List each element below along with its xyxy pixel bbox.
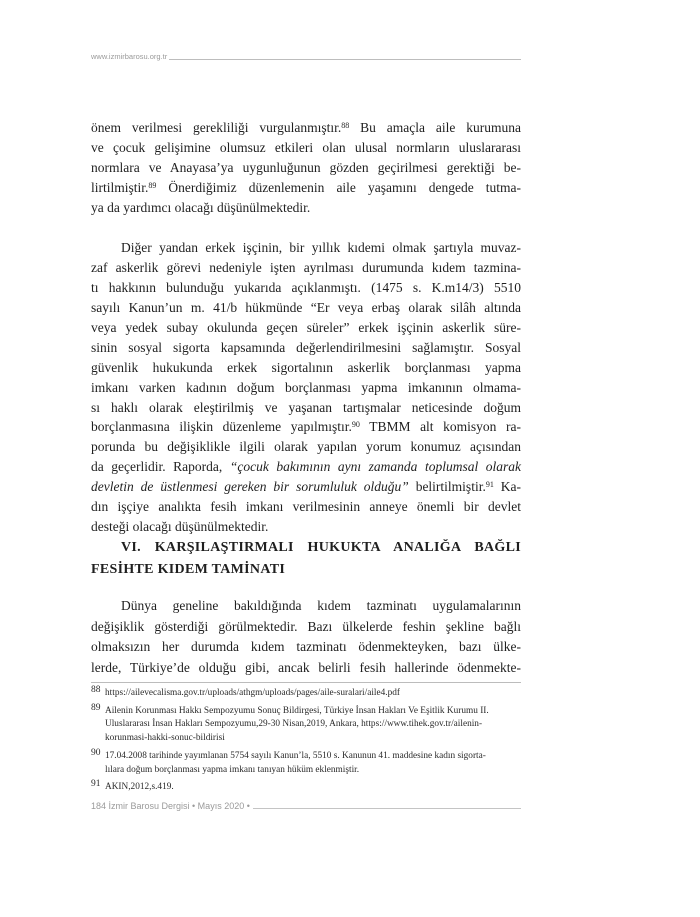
text-line: ya da yardımcı olacağı düşünülmektedir. <box>91 199 311 215</box>
footnote <box>91 781 521 795</box>
text-line: borçlanmasına ilişkin düzenleme yapılmıştır.$^{90}$ TBMM alt komisyon ra- <box>91 419 521 435</box>
footnote <box>91 747 521 777</box>
text-line: porunda bu değişiklikle ilgili olarak yapılan yorum konumuz açısından <box>91 439 521 455</box>
text-line: tı hakkının bulunduğu yukarıda açıklanmıştı. (1475 s. K.m14/3) 5510 <box>91 280 521 296</box>
text-line: ve çocuk gelişimine olumsuz etkileri olan ulusal normların uluslararası <box>91 139 521 155</box>
footnote-number: 88 <box>91 685 101 695</box>
footnote <box>91 687 521 701</box>
text-line: Diğer yandan erkek işçinin, bir yıllık kıdemi olmak şartıyla muvaz- <box>121 240 521 256</box>
footnote <box>91 702 521 746</box>
text-line: da geçerlidir. Raporda, “çocuk bakımının aynı zamanda toplumsal olarak <box>91 459 521 475</box>
section-heading <box>91 537 521 581</box>
page-footer <box>91 801 521 815</box>
footnote-separator <box>91 682 521 683</box>
text-line: zaf askerlik görevi nedeniyle işten ayrılması durumunda kıdem tazmina- <box>91 260 521 276</box>
text-line: lirtilmiştir.$^{89}$ Önerdiğimiz düzenlemenin aile yaşamını dengede tutma- <box>91 179 521 195</box>
header-url: www.izmirbarosu.org.tr <box>91 52 168 61</box>
footnote-number: 90 <box>91 747 101 758</box>
footnote-text: Ailenin Korunması Hakkı Sempozyumu Sonuç Bildirgesi, Türkiye İnsan Hakları Ve Eşitlik Kurumu II. <box>105 705 489 716</box>
paragraph-1 <box>91 118 521 217</box>
text-line: dın işçiye analıkta fesih imkanı verilmesinin anneye önemli bir devlet <box>91 499 521 515</box>
footnote-text: AKIN,2012,s.419. <box>105 782 174 793</box>
text-line: veya yedek subay okulunda geçen süreler” erkek işçinin askerlik süre- <box>91 320 521 336</box>
text-line: desteği olacağı düşünülmektedir. <box>91 518 269 534</box>
footnote-text: 17.04.2008 tarihinde yayımlanan 5754 sayılı Kanun’la, 5510 s. Kanunun 41. maddesine kadın sigorta- <box>105 750 486 761</box>
footnote-ref[interactable]: 91 <box>485 480 494 490</box>
footnote-ref[interactable]: 89 <box>148 180 157 190</box>
text-line: lerde, Türkiye’de olduğu gibi, ancak belirli fesih hallerinde ödenmekte- <box>91 660 521 676</box>
footnote-number: 91 <box>91 779 101 790</box>
footnote-text: lılara doğum borçlanması yapma imkanı tanıyan hüküm eklenmiştir. <box>105 764 360 775</box>
text-line: devletin de üstlenmesi gereken bir sorumluluk olduğu” belirtilmiştir.$^{91}$ Ka- <box>91 479 521 495</box>
footnote-number: 89 <box>91 702 101 713</box>
text-line: normlara ve Anayasa’ya uygunluğunun gözden geçirilmesi gerektiği be- <box>91 159 521 175</box>
text-line: sı haklı olarak eleştirilmiş ve yaşanan tartışmalar neticesinde doğum <box>91 399 521 415</box>
paragraph-2 <box>91 238 521 536</box>
heading-line: VI. KARŞILAŞTIRMALI HUKUKTA ANALIĞA BAĞLI <box>121 540 521 555</box>
body-text <box>91 118 521 537</box>
text-line: Dünya geneline bakıldığında kıdem tazminatı uygulamalarının <box>121 598 521 613</box>
heading-line: FESİHTE KIDEM TAMİNATI <box>91 562 286 577</box>
footnote-ref[interactable]: 90 <box>351 420 360 430</box>
text-line: değişiklik gösterdiği görülmektedir. Bazı ülkelerde feshin şekline bağlı <box>91 618 521 634</box>
text-line: sinin sosyal sigorta kapsamında değerlendirilmesini sağlamıştır. Sosyal <box>91 339 521 355</box>
text-line: önem verilmesi gerekliliği vurgulanmıştır.$^{88}$ Bu amaçla aile kurumuna <box>91 120 521 135</box>
paragraph-3 <box>91 596 521 679</box>
footnote-link[interactable]: https://ailevecalisma.gov.tr/uploads/athgm/uploads/pages/aile-suralari/aile4.pdf <box>105 688 401 698</box>
footnote-text: Uluslararası İnsan Hakları Sempozyumu,29-30 Nisan,2019, Ankara, https://www.tihek.gov.tr/ailenin- <box>105 719 483 730</box>
text-line: olmaksızın her durumda kıdem tazminatı ödenmekteyken, bazı ülke- <box>91 639 521 655</box>
quote-italic: “çocuk bakımının aynı zamanda toplumsal olarak <box>229 459 521 475</box>
footnotes <box>91 687 521 799</box>
footnote-ref[interactable]: 88 <box>341 121 350 130</box>
text-line: güvenlik hukukunda erkek sigortalının askerlik borçlanması yapma <box>91 359 521 375</box>
quote-italic: devletin de üstlenmesi gereken bir sorumluluk olduğu” <box>91 479 409 495</box>
footer-text: 184 İzmir Barosu Dergisi • Mayıs 2020 • <box>91 801 253 811</box>
footnote-text: korunmasi-hakki-sonuc-bildirisi <box>105 733 225 744</box>
page-header <box>91 51 521 65</box>
text-line: imkanı varken kadının doğum borçlanması yapma imkanının olmama- <box>91 379 521 395</box>
text-line: sayılı Kanun’un m. 41/b hükmünde “Er veya erbaş olarak silâh altında <box>91 300 521 316</box>
